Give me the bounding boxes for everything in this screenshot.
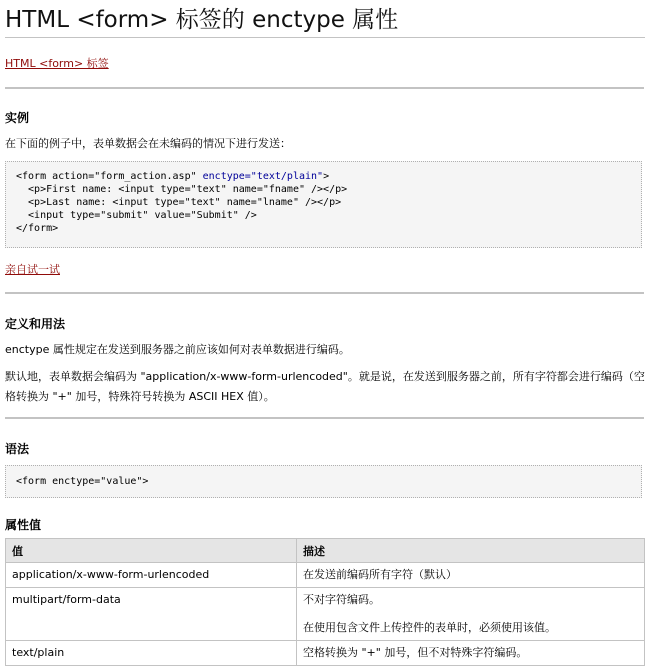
code-line: <input type="submit" value="Submit" /> <box>16 210 257 221</box>
code-keyword: enctype="text/plain" <box>202 171 324 182</box>
value-cell: text/plain <box>6 641 297 666</box>
code-line: <form enctype="value"> <box>16 476 149 487</box>
description-text: 在使用包含文件上传控件的表单时，必须使用该值。 <box>303 621 556 634</box>
attribute-values-table <box>5 538 645 666</box>
form-tag-link[interactable]: HTML <form> 标签 <box>5 57 109 70</box>
back-link-row <box>5 55 109 71</box>
code-line: <p>First name: <input type="text" name="fname" /></p> <box>16 184 348 195</box>
description-cell <box>297 641 645 666</box>
description-cell <box>297 563 645 588</box>
code-line: > <box>323 171 330 182</box>
table-row <box>6 641 645 666</box>
example-intro: 在下面的例子中，表单数据会在未编码的情况下进行发送： <box>5 137 291 150</box>
definition-heading: 定义和用法 <box>5 317 66 331</box>
column-header-description: 描述 <box>297 539 645 563</box>
divider <box>5 417 644 419</box>
description-cell <box>297 588 645 641</box>
table-row <box>6 588 645 641</box>
divider <box>5 87 644 89</box>
description-text: 空格转换为 "+" 加号，但不对特殊字符编码。 <box>303 646 528 659</box>
syntax-code-block <box>5 465 642 498</box>
para-line: 格转换为 "+" 加号，特殊符号转换为 ASCII HEX 值）。 <box>5 390 275 403</box>
para-line: 默认地，表单数据会编码为 "application/x-www-form-urlencoded"。就是说，在发送到服务器之前，所有字符都会进行编码（空 <box>5 370 645 383</box>
table-row <box>6 563 645 588</box>
syntax-heading: 语法 <box>5 442 30 456</box>
example-heading: 实例 <box>5 111 30 125</box>
default-encoding-para <box>5 367 645 407</box>
definition-para: enctype 属性规定在发送到服务器之前应该如何对表单数据进行编码。 <box>5 343 350 356</box>
page-title: HTML <form> 标签的 enctype 属性 <box>5 0 645 38</box>
column-header-value: 值 <box>6 539 297 563</box>
description-text: 不对字符编码。 <box>303 593 380 606</box>
value-cell: multipart/form-data <box>6 588 297 641</box>
code-line: <p>Last name: <input type="text" name="lname" /></p> <box>16 197 342 208</box>
try-it-link[interactable]: 亲自试一试 <box>5 263 60 276</box>
code-line: </form> <box>16 223 59 234</box>
description-text: 在发送前编码所有字符（默认） <box>303 568 457 581</box>
value-cell: application/x-www-form-urlencoded <box>6 563 297 588</box>
code-line: <form action="form_action.asp" <box>16 171 203 182</box>
divider <box>5 292 644 294</box>
table-header-row <box>6 539 645 563</box>
example-code-block <box>5 161 642 248</box>
values-heading: 属性值 <box>5 518 42 532</box>
try-link-row <box>5 261 60 277</box>
